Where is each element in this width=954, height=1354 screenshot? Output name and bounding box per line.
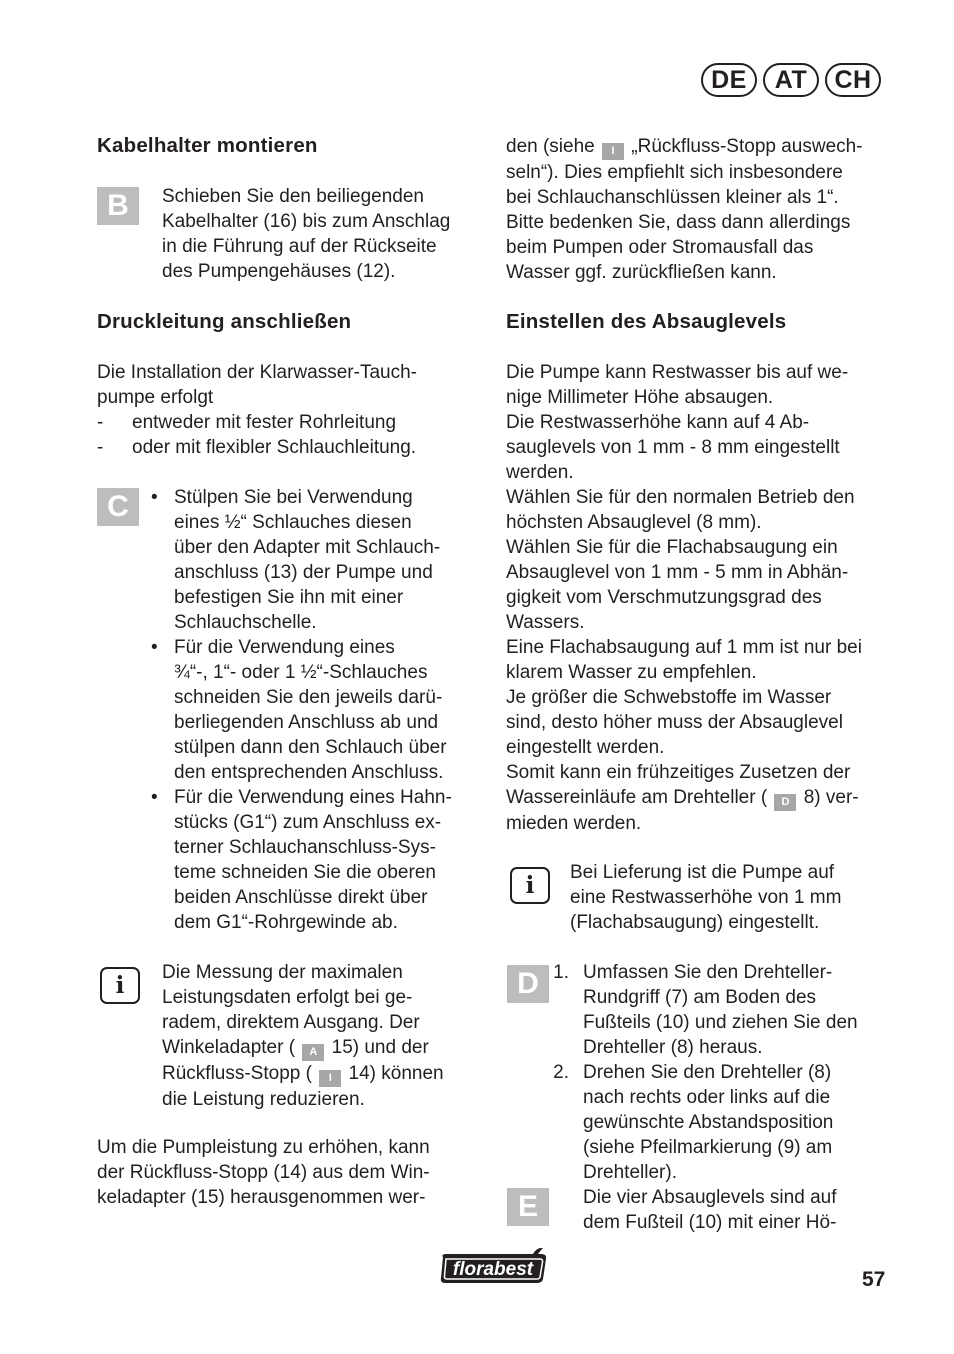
text-line: eines ½“ Schlauches diesen [174, 512, 412, 533]
text-line: klarem Wasser zu empfehlen. [506, 662, 757, 683]
step-1-text [583, 960, 858, 1060]
text-line: werden. [506, 462, 574, 483]
step-e-marker: E [507, 1188, 549, 1226]
text-line: beiden Anschlüsse direkt über [174, 887, 428, 908]
badge-de: DE [701, 63, 757, 97]
continued-paragraph [506, 134, 863, 285]
text-line: teme schneiden Sie die oberen [174, 862, 436, 883]
text-line: Winkeladapter ( A 15) und der [162, 1035, 444, 1061]
text-line: Die Pumpe kann Restwasser bis auf we- [506, 362, 849, 383]
florabest-logo [437, 1245, 551, 1287]
text-line: Umfassen Sie den Drehteller- [583, 962, 833, 983]
info-icon: i [100, 967, 140, 1004]
dash-item: oder mit flexibler Schlauchleitung. [132, 437, 417, 458]
text-line: Für die Verwendung eines Hahn- [174, 787, 452, 808]
text-line: ¾“-, 1“- oder 1 ½“-Schlauches [174, 662, 428, 683]
text-line: mieden werden. [506, 813, 642, 834]
text-line: Wassers. [506, 612, 585, 633]
step-e-text [583, 1185, 836, 1235]
text-line: terner Schlauchanschluss-Sys- [174, 837, 436, 858]
svg-text:florabest: florabest [452, 1259, 534, 1280]
text-line: dem Fußteil (10) mit einer Hö- [583, 1212, 837, 1233]
text-line: Die vier Absauglevels sind auf [583, 1187, 837, 1208]
text-line: höchsten Absauglevel (8 mm). [506, 512, 762, 533]
bullet-item-1 [174, 485, 440, 635]
text-line: den (siehe I „Rückfluss-Stopp auswech- [506, 134, 863, 160]
step-b-marker: B [97, 187, 139, 225]
text-line: Schieben Sie den beiliegenden [162, 186, 424, 207]
text-line: Schlauchschelle. [174, 612, 317, 633]
figure-ref-i: I [319, 1070, 341, 1087]
text-line: Rückfluss-Stopp ( I 14) können [162, 1061, 444, 1087]
text-line: stücks (G1“) zum Anschluss ex- [174, 812, 442, 833]
text-line: sind, desto höher muss der Absauglevel [506, 712, 843, 733]
text-line: nach rechts oder links auf die [583, 1087, 831, 1108]
text-line: Wählen Sie für den normalen Betrieb den [506, 487, 855, 508]
text-line: anschluss (13) der Pumpe und [174, 562, 433, 583]
step-d-marker: D [507, 965, 549, 1003]
text-line: gewünschte Abstandsposition [583, 1112, 834, 1133]
bullet-marker: • [151, 787, 158, 808]
text-line: stülpen dann den Schlauch über [174, 737, 447, 758]
text-line: eine Restwasserhöhe von 1 mm [570, 887, 842, 908]
heading-druckleitung: Druckleitung anschließen [97, 310, 352, 333]
text-line: Rundgriff (7) am Boden des [583, 987, 817, 1008]
info-note-right [570, 860, 841, 935]
text-line: eingestellt werden. [506, 737, 665, 758]
text-line: Drehen Sie den Drehteller (8) [583, 1062, 832, 1083]
step-b-text [162, 184, 450, 284]
bullet-marker: • [151, 487, 158, 508]
text-line: pumpe erfolgt [97, 387, 214, 408]
text-line: Fußteils (10) und ziehen Sie den [583, 1012, 858, 1033]
text-line: dem G1“-Rohrgewinde ab. [174, 912, 398, 933]
intro-text [97, 360, 417, 410]
step-c-marker: C [97, 488, 139, 526]
text-line: befestigen Sie ihn mit einer [174, 587, 404, 608]
heading-kabelhalter: Kabelhalter montieren [97, 134, 318, 157]
text-line: Somit kann ein frühzeitiges Zusetzen der [506, 762, 851, 783]
figure-ref-i: I [602, 143, 624, 160]
step-2-text [583, 1060, 833, 1185]
text-line: die Leistung reduzieren. [162, 1089, 365, 1110]
text-line: berliegenden Anschluss ab und [174, 712, 439, 733]
text-line: radem, direktem Ausgang. Der [162, 1012, 420, 1033]
text-line: Eine Flachabsaugung auf 1 mm ist nur bei [506, 637, 862, 658]
bullet-item-3 [174, 785, 452, 935]
text-line: Wählen Sie für die Flachabsaugung ein [506, 537, 838, 558]
text-line: in die Führung auf der Rückseite [162, 236, 437, 257]
text-line: Leistungsdaten erfolgt bei ge- [162, 987, 413, 1008]
text-line: Die Restwasserhöhe kann auf 4 Ab- [506, 412, 810, 433]
text-line: Wasser ggf. zurückfließen kann. [506, 262, 777, 283]
text-line: nige Millimeter Höhe absaugen. [506, 387, 774, 408]
text-line: keladapter (15) herausgenommen wer- [97, 1187, 426, 1208]
text-line: (Flachabsaugung) eingestellt. [570, 912, 820, 933]
text-line: der Rückfluss-Stopp (14) aus dem Win- [97, 1162, 430, 1183]
figure-ref-a: A [302, 1044, 324, 1061]
text-line: Drehteller (8) heraus. [583, 1037, 763, 1058]
text-line: Bei Lieferung ist die Pumpe auf [570, 862, 835, 883]
bullet-marker: • [151, 637, 158, 658]
text-line: des Pumpengehäuses (12). [162, 261, 396, 282]
text-line: Bitte bedenken Sie, dass dann allerdings [506, 212, 851, 233]
absauglevel-body [506, 360, 862, 836]
text-line: Kabelhalter (16) bis zum Anschlag [162, 211, 451, 232]
text-line: beim Pumpen oder Stromausfall das [506, 237, 814, 258]
text-line: seln“). Dies empfiehlt sich insbesondere [506, 162, 843, 183]
text-line: sauglevels von 1 mm - 8 mm eingestellt [506, 437, 840, 458]
bullet-item-2 [174, 635, 447, 785]
text-line: gigkeit vom Verschmutzungsgrad des [506, 587, 822, 608]
dash-item: entweder mit fester Rohrleitung [132, 412, 397, 433]
text-line: Drehteller). [583, 1162, 677, 1183]
text-line: (siehe Pfeilmarkierung (9) am [583, 1137, 833, 1158]
badge-ch: CH [825, 63, 881, 97]
text-line: über den Adapter mit Schlauch- [174, 537, 441, 558]
dash-marker: - [97, 437, 104, 458]
text-line: Die Messung der maximalen [162, 962, 403, 983]
text-line: Stülpen Sie bei Verwendung [174, 487, 413, 508]
info-note-left [162, 960, 444, 1112]
dash-marker: - [97, 412, 104, 433]
text-line: Die Installation der Klarwasser-Tauch- [97, 362, 417, 383]
country-badges [701, 63, 881, 97]
tail-paragraph [97, 1135, 430, 1210]
text-line: Je größer die Schwebstoffe im Wasser [506, 687, 832, 708]
info-icon: i [510, 867, 550, 904]
text-line: Um die Pumpleistung zu erhöhen, kann [97, 1137, 430, 1158]
page-number: 57 [862, 1268, 886, 1291]
text-line: schneiden Sie den jeweils darü- [174, 687, 443, 708]
text-line: Absauglevel von 1 mm - 5 mm in Abhän- [506, 562, 849, 583]
text-line: bei Schlauchanschlüssen kleiner als 1“. [506, 187, 839, 208]
text-line: Für die Verwendung eines [174, 637, 395, 658]
badge-at: AT [763, 63, 819, 97]
heading-absauglevel: Einstellen des Absauglevels [506, 310, 787, 333]
text-line: den entsprechenden Anschluss. [174, 762, 444, 783]
step-number: 2. [553, 1062, 569, 1083]
figure-ref-d: D [774, 794, 796, 811]
text-line: Wassereinläufe am Drehteller ( D 8) ver- [506, 785, 862, 811]
step-number: 1. [553, 962, 569, 983]
